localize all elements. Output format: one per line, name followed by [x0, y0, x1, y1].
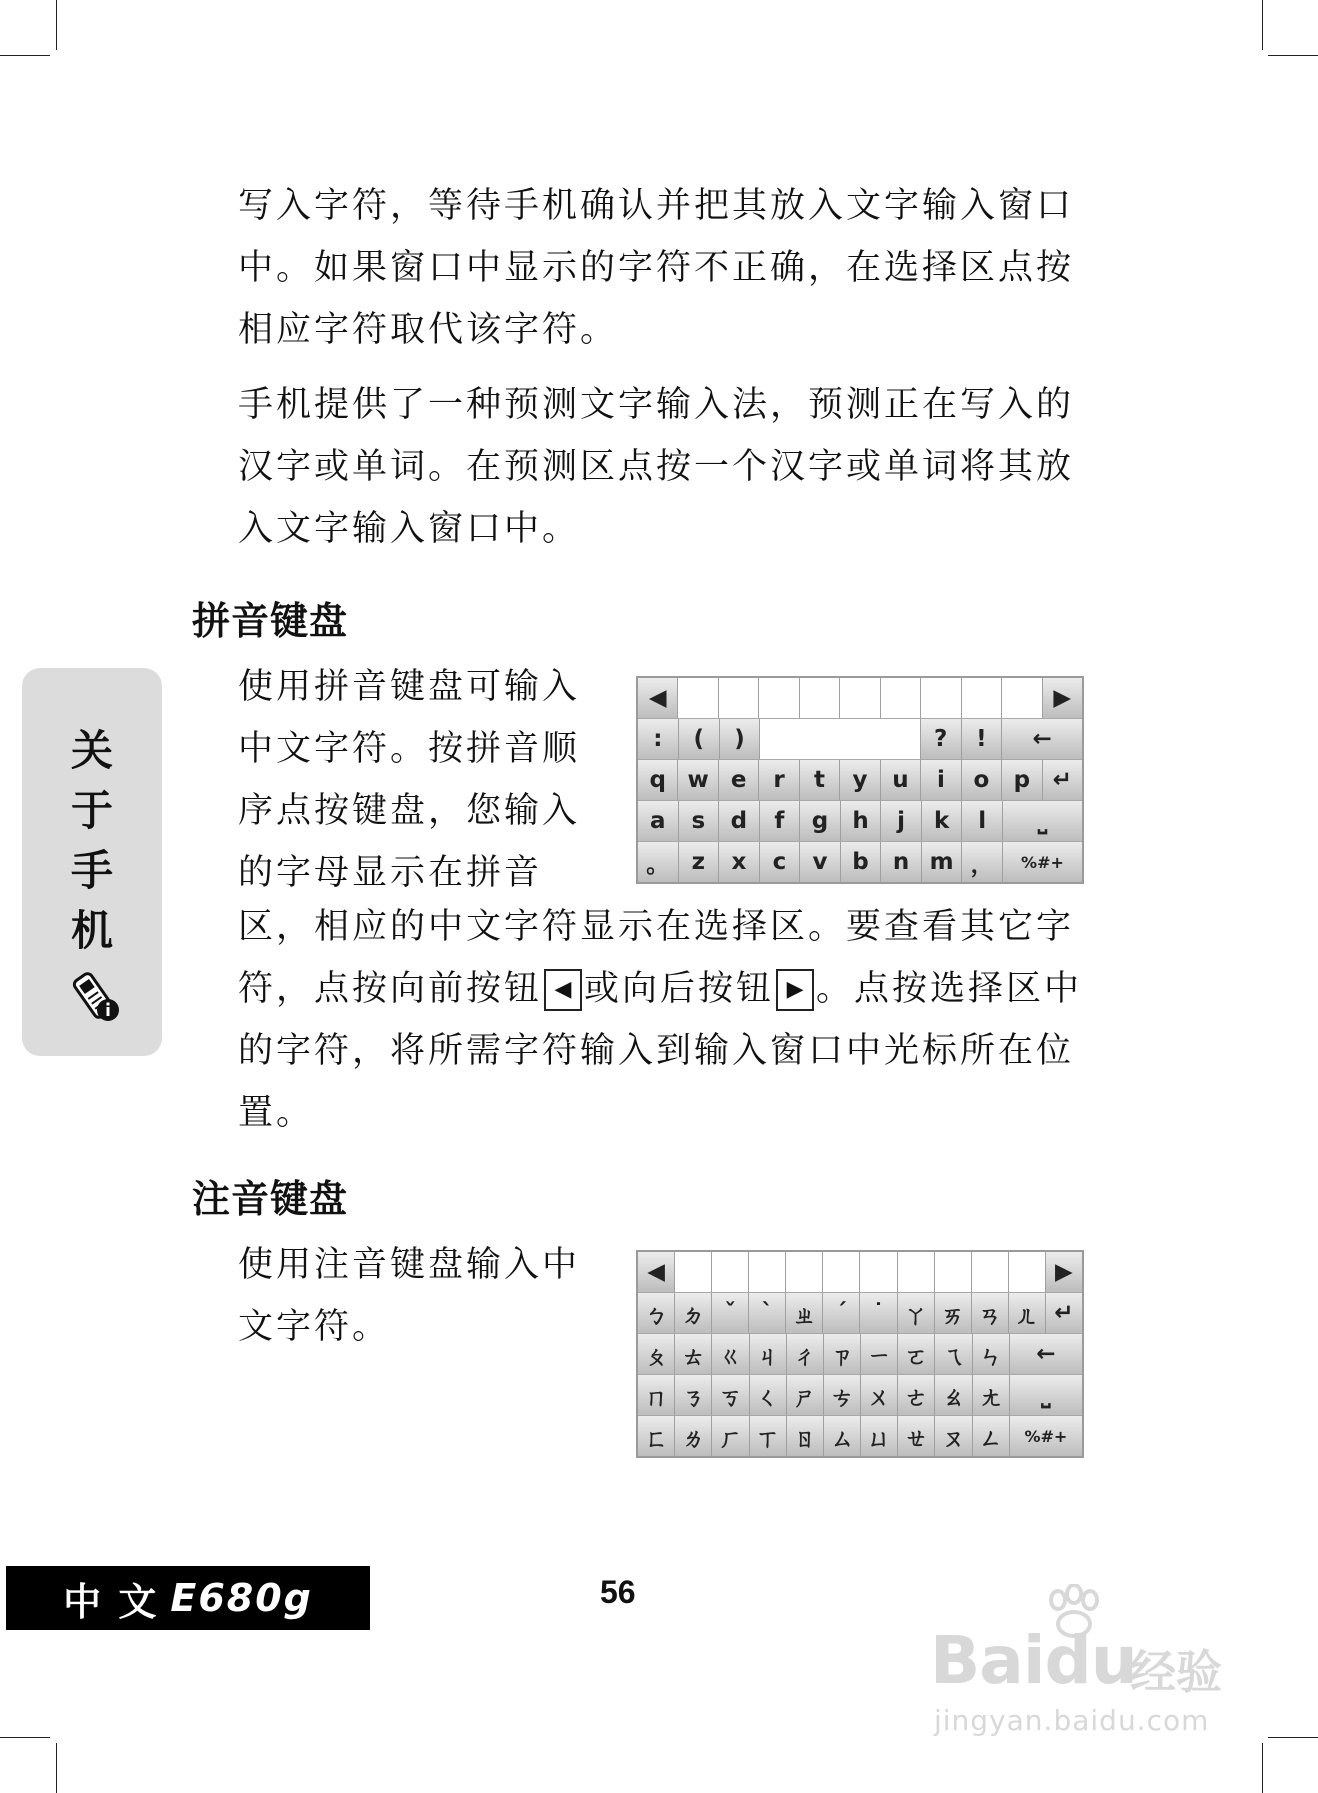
- zhuyin-row: [638, 1416, 1082, 1456]
- pinyin-key: %#+: [1003, 842, 1082, 882]
- zhuyin-key: ㄤ: [973, 1375, 1010, 1415]
- zhuyin-key: ㄅ: [638, 1293, 675, 1333]
- footer-model-label: [6, 1566, 370, 1630]
- zhuyin-key: %#+: [1010, 1416, 1082, 1456]
- pinyin-key: [759, 678, 799, 718]
- pinyin-key: [881, 678, 921, 718]
- zhuyin-keyboard-image: [636, 1250, 1084, 1458]
- zhuyin-key: [972, 1252, 1009, 1292]
- pinyin-key: a: [638, 801, 679, 841]
- pinyin-key: p: [1002, 760, 1042, 800]
- footer-language: 中 文: [63, 1579, 159, 1624]
- pinyin-row: [638, 801, 1082, 842]
- zhuyin-key: ㄓ: [786, 1293, 823, 1333]
- zhuyin-key: ㄐ: [750, 1334, 787, 1374]
- pinyin-text-part-b: 或向后按钮: [584, 969, 775, 1009]
- zhuyin-key: ▶: [1046, 1252, 1082, 1292]
- side-tab-char: 机: [70, 906, 113, 955]
- pinyin-key: r: [759, 760, 799, 800]
- pinyin-key: [921, 678, 961, 718]
- zhuyin-key: ㄕ: [787, 1375, 824, 1415]
- zhuyin-row: [638, 1334, 1082, 1375]
- pinyin-key: e: [719, 760, 759, 800]
- pinyin-key: k: [922, 801, 963, 841]
- pinyin-key: t: [800, 760, 840, 800]
- zhuyin-key: ㄌ: [675, 1416, 712, 1456]
- side-tab-char: 于: [70, 786, 113, 835]
- pinyin-key: [1002, 678, 1042, 718]
- pinyin-key: !: [962, 719, 1003, 759]
- pinyin-key: z: [679, 842, 720, 882]
- pinyin-key: ，: [962, 842, 1003, 882]
- pinyin-key: b: [841, 842, 882, 882]
- watermark-brand: Baidu: [930, 1622, 1137, 1699]
- side-tab-char: 关: [70, 726, 113, 775]
- zhuyin-key: [898, 1252, 935, 1292]
- zhuyin-key: [935, 1252, 972, 1292]
- zhuyin-row: [638, 1293, 1082, 1334]
- pinyin-keyboard-image: [636, 676, 1084, 884]
- zhuyin-key: ㄎ: [712, 1375, 749, 1415]
- zhuyin-key: ㄚ: [898, 1293, 935, 1333]
- zhuyin-key: ㄋ: [675, 1375, 712, 1415]
- zhuyin-key: ㄦ: [1009, 1293, 1046, 1333]
- pinyin-key: l: [962, 801, 1003, 841]
- zhuyin-key: ㄡ: [935, 1416, 972, 1456]
- pinyin-key: w: [678, 760, 718, 800]
- zhuyin-key: ㄟ: [935, 1334, 972, 1374]
- zhuyin-key: ㄘ: [824, 1375, 861, 1415]
- zhuyin-key: ㄏ: [712, 1416, 749, 1456]
- pinyin-key: [840, 678, 880, 718]
- pinyin-row: [638, 719, 1082, 760]
- pinyin-key: s: [679, 801, 720, 841]
- pinyin-key: ?: [921, 719, 962, 759]
- zhuyin-key: ㄥ: [973, 1416, 1010, 1456]
- heading-zhuyin-keyboard: 注音键盘: [192, 1176, 349, 1221]
- zhuyin-key: [786, 1252, 823, 1292]
- pinyin-row: [638, 760, 1082, 801]
- zhuyin-key: [860, 1252, 897, 1292]
- zhuyin-key: ㄧ: [861, 1334, 898, 1374]
- heading-pinyin-keyboard: 拼音键盘: [192, 598, 349, 643]
- zhuyin-key: ㄔ: [787, 1334, 824, 1374]
- zhuyin-key: ㄍ: [712, 1334, 749, 1374]
- pinyin-key: ↵: [1043, 760, 1082, 800]
- pinyin-key: v: [800, 842, 841, 882]
- watermark-url: jingyan.baidu.com: [934, 1704, 1210, 1737]
- zhuyin-key: ←: [1010, 1334, 1082, 1374]
- zhuyin-key: ㄒ: [750, 1416, 787, 1456]
- crop-mark: [56, 1743, 57, 1793]
- zhuyin-key: ㄊ: [675, 1334, 712, 1374]
- zhuyin-key: ˊ: [823, 1293, 860, 1333]
- pinyin-key: ◀: [638, 678, 678, 718]
- zhuyin-key: ㄝ: [898, 1416, 935, 1456]
- back-button-icon: ◀: [544, 969, 582, 1011]
- pinyin-key: [962, 678, 1002, 718]
- pinyin-row: [638, 678, 1082, 719]
- pinyin-key: [760, 719, 920, 759]
- zhuyin-key: ㄇ: [638, 1375, 675, 1415]
- pinyin-key: i: [921, 760, 961, 800]
- zhuyin-row: [638, 1375, 1082, 1416]
- pinyin-key: 。: [638, 842, 679, 882]
- forward-button-icon: ▶: [776, 969, 814, 1011]
- zhuyin-key: ㄩ: [861, 1416, 898, 1456]
- side-tab-char: 手: [70, 846, 113, 895]
- zhuyin-key: ˇ: [712, 1293, 749, 1333]
- crop-mark: [1268, 1737, 1318, 1738]
- zhuyin-key: [675, 1252, 712, 1292]
- page-number: 56: [600, 1574, 636, 1610]
- zhuyin-key: ㄜ: [898, 1375, 935, 1415]
- pinyin-key: d: [719, 801, 760, 841]
- pinyin-key: c: [760, 842, 801, 882]
- zhuyin-side-text: 使用注音键盘输入中文字符。: [238, 1245, 581, 1347]
- zhuyin-key: ˙: [860, 1293, 897, 1333]
- zhuyin-key: ㄗ: [824, 1334, 861, 1374]
- zhuyin-key: [823, 1252, 860, 1292]
- side-chapter-tab: [22, 668, 162, 1056]
- zhuyin-key: ◀: [638, 1252, 675, 1292]
- crop-mark: [0, 1737, 50, 1738]
- zhuyin-key: ↵: [1046, 1293, 1082, 1333]
- pinyin-key: ▶: [1043, 678, 1082, 718]
- pinyin-key: x: [719, 842, 760, 882]
- pinyin-key: [678, 678, 718, 718]
- crop-mark: [1268, 55, 1318, 56]
- pinyin-key: m: [922, 842, 963, 882]
- pinyin-key: :: [638, 719, 679, 759]
- footer-model: E680g: [170, 1576, 313, 1620]
- pinyin-text-part-c: 。点按选择区中的字符，将所需字符输入到输入窗口中光标所在位置。: [238, 969, 1083, 1133]
- zhuyin-key: ㄉ: [675, 1293, 712, 1333]
- zhuyin-key: [1009, 1252, 1046, 1292]
- zhuyin-key: ㄙ: [824, 1416, 861, 1456]
- zhuyin-key: ㄠ: [935, 1375, 972, 1415]
- baidu-watermark: [930, 1612, 1270, 1752]
- zhuyin-key: ㄛ: [898, 1334, 935, 1374]
- paragraph-handwriting: 写入字符，等待手机确认并把其放入文字输入窗口中。如果窗口中显示的字符不正确，在选择区点按相应字符取代该字符。: [238, 186, 1075, 350]
- zhuyin-key: ˋ: [749, 1293, 786, 1333]
- zhuyin-row: [638, 1252, 1082, 1293]
- crop-mark: [0, 55, 50, 56]
- paragraph-prediction: 手机提供了一种预测文字输入法，预测正在写入的汉字或单词。在预测区点按一个汉字或单词将其放入文字输入窗口中。: [238, 385, 1075, 549]
- zhuyin-key: ㄞ: [935, 1293, 972, 1333]
- zhuyin-key: [712, 1252, 749, 1292]
- zhuyin-key: ㄑ: [750, 1375, 787, 1415]
- zhuyin-key: ㄖ: [787, 1416, 824, 1456]
- pinyin-key: ←: [1002, 719, 1082, 759]
- pinyin-key: ⎵: [1003, 801, 1082, 841]
- zhuyin-key: ⎵: [1010, 1375, 1082, 1415]
- pinyin-key: h: [841, 801, 882, 841]
- watermark-cn: 经验: [1130, 1645, 1222, 1699]
- pinyin-continued-text: [238, 896, 1098, 1144]
- zhuyin-key: ㄣ: [973, 1334, 1010, 1374]
- pinyin-key: y: [840, 760, 880, 800]
- zhuyin-key: ㄆ: [638, 1334, 675, 1374]
- zhuyin-key: ㄈ: [638, 1416, 675, 1456]
- pinyin-key: o: [962, 760, 1002, 800]
- pinyin-key: u: [881, 760, 921, 800]
- pinyin-key: ): [720, 719, 761, 759]
- zhuyin-key: [749, 1252, 786, 1292]
- pinyin-key: f: [760, 801, 801, 841]
- pinyin-key: n: [881, 842, 922, 882]
- pinyin-key: g: [800, 801, 841, 841]
- pinyin-key: j: [881, 801, 922, 841]
- pinyin-key: [719, 678, 759, 718]
- crop-mark: [1262, 0, 1263, 50]
- pinyin-row: [638, 842, 1082, 882]
- zhuyin-key: ㄨ: [861, 1375, 898, 1415]
- zhuyin-key: ㄢ: [972, 1293, 1009, 1333]
- pinyin-text-part-a: 区，相应的中文字符显示在选择区。要查看其它字符，点按向前按钮: [238, 907, 1075, 1009]
- pinyin-key: q: [638, 760, 678, 800]
- crop-mark: [56, 0, 57, 50]
- phone-info-icon: [70, 968, 122, 1024]
- pinyin-key: (: [679, 719, 720, 759]
- pinyin-side-text: 使用拼音键盘可输入中文字符。按拼音顺序点按键盘，您输入的字母显示在拼音: [238, 667, 581, 893]
- pinyin-key: [800, 678, 840, 718]
